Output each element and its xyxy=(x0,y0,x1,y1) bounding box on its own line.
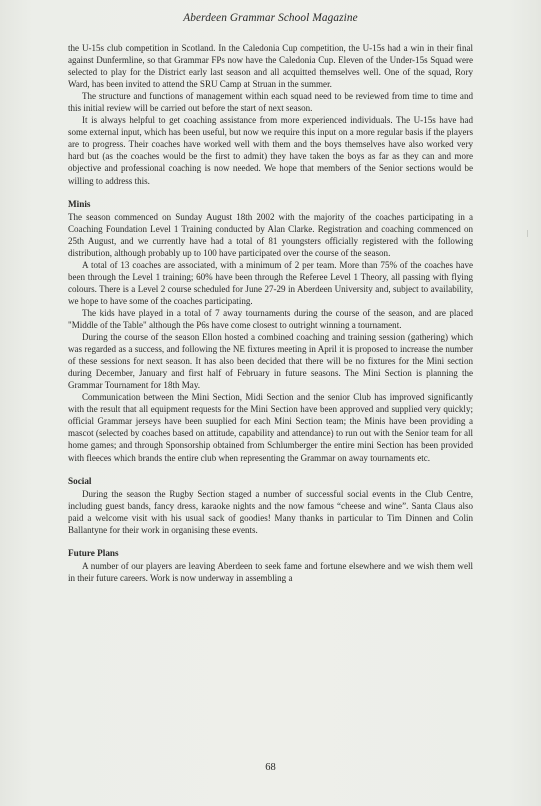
minis-paragraph-4: During the course of the season Ellon hosted a combined coaching and training session (gathering) which was regarded as a success, and following the NE fixtures meeting in April it is proposed to increase the number of these sessions for next season. It has also been decided that there will be no fixtures for the Mini section during December, January and first half of February in future seasons. The Mini Section is planning the Grammar Tournament for 18th May. xyxy=(68,332,473,391)
social-heading: Social xyxy=(68,475,92,486)
minis-paragraph-1: The season commenced on Sunday August 18th 2002 with the majority of the coaches participating in a Coaching Foundation Level 1 Training conducted by Alan Clarke. Registration and coaching commenced on 25th August, and we currently have had a total of 81 youngsters officially registered with the following distribution, although probably up to 100 have participated over the course of the season. xyxy=(68,211,473,258)
future-plans-heading: Future Plans xyxy=(68,547,119,558)
page-number: 68 xyxy=(265,762,276,773)
intro-paragraph-1: the U-15s club competition in Scotland. In the Caledonia Cup competition, the U-15s had a win in their final against Dunfermline, so that Grammar FPs now have the Caledonia Cup. Eleven of the Under-15s Squad were selected to play for the District early last season and all acquitted themselves well. One of the squad, Rory Ward, has been invited to attend the SRU Camp at Struan in the summer. xyxy=(68,43,473,90)
future-plans-paragraph-1: A number of our players are leaving Aberdeen to seek fame and fortune elsewhere and we wish them well in their future careers. Work is now underway in assembling a xyxy=(68,560,473,583)
minis-paragraph-5: Communication between the Mini Section, Midi Section and the senior Club has improved significantly with the result that all equipment requests for the Mini Section have been approved and supplied very quickly; official Grammar jerseys have been suuplied for each Mini Section team; the Minis have been providing a mascot (selected by coaches based on attitude, capability and attendance) to run out with the Senior team for all home games; and through Sponsorship obtained from Schlumberger the entire mini Section has been provided with fleeces which brands the entire club when representing the Grammar on away tournaments etc. xyxy=(68,392,473,463)
intro-paragraph-2: The structure and functions of management within each squad need to be reviewed from time to time and this initial review will be carried out before the start of next season. xyxy=(68,91,473,114)
minis-paragraph-2: A total of 13 coaches are associated, with a minimum of 2 per team. More than 75% of the coaches have been through the Level 1 training; 60% have been through the Referee Level 1 Theory, all passing with flying colours. There is a Level 2 course scheduled for June 27-29 in Aberdeen University and, subject to availability, we hope to have some of the coaches participating. xyxy=(68,259,473,306)
scan-edge-mark xyxy=(527,230,528,237)
article-body xyxy=(68,42,473,584)
intro-paragraph-3: It is always helpful to get coaching assistance from more experienced individuals. The U-15s have had some external input, which has been useful, but now we require this input on a more regular basis if the players are to progress. Their coaches have worked well with them and the boys themselves have also worked very hard but (as the coaches would be the first to admit) they have taken the boys as far as they can and more objective and professional coaching is now needed. We hope that members of the Senior sections would be willing to address this. xyxy=(68,115,473,186)
social-paragraph-1: During the season the Rugby Section staged a number of successful social events in the Club Centre, including guest bands, fancy dress, karaoke nights and the now famous “cheese and wine”. Santa Claus also paid a welcome visit with his usual sack of goodies! Many thanks in particular to Tim Dinnen and Colin Ballantyne for their work in organising these events. xyxy=(68,488,473,535)
minis-paragraph-3: The kids have played in a total of 7 away tournaments during the course of the season, and are placed "Middle of the Table" although the P6s have come closest to outright winning a tournament. xyxy=(68,307,473,330)
minis-heading: Minis xyxy=(68,198,91,209)
running-header: Aberdeen Grammar School Magazine xyxy=(183,12,358,24)
